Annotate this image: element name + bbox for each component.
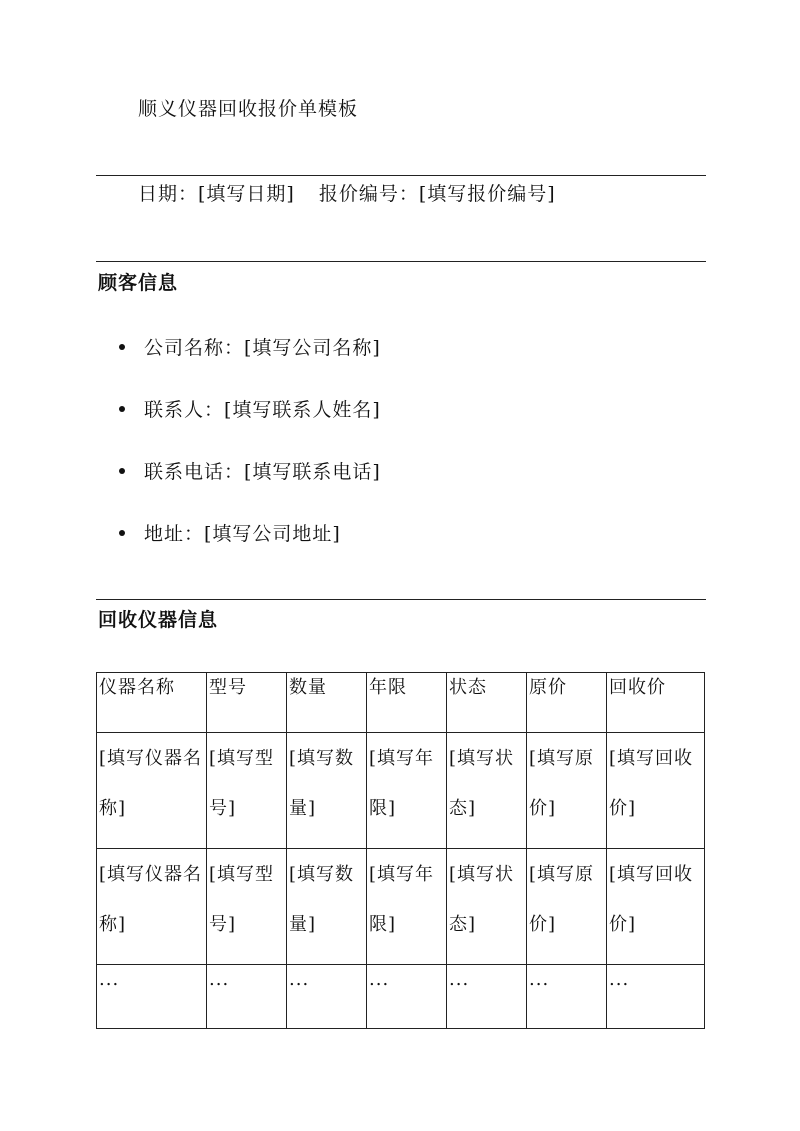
table-cell: [填写仪器名称] [97,849,207,965]
table-cell: [填写年限] [367,733,447,849]
table-cell: ... [207,965,287,1029]
table-cell: [填写原价] [527,849,607,965]
table-cell: [填写回收价] [607,733,705,849]
customer-contact-item [119,397,381,423]
column-header-years: 年限 [367,673,447,733]
instruments-table [96,672,705,1029]
customer-heading: 顾客信息 [98,272,179,294]
column-header-recycle-price: 回收价 [607,673,705,733]
divider-customer [96,261,706,262]
table-cell: ... [97,965,207,1029]
table-row [97,733,705,849]
table-cell: ... [447,965,527,1029]
column-header-quantity: 数量 [287,673,367,733]
table-cell: [填写仪器名称] [97,733,207,849]
customer-phone-text: 联系电话：[填写联系电话] [144,461,381,483]
date-field: 日期：[填写日期] [138,183,295,205]
instruments-heading: 回收仪器信息 [98,609,219,631]
table-row [97,849,705,965]
customer-contact-text: 联系人：[填写联系人姓名] [144,399,381,421]
table-cell: [填写数量] [287,733,367,849]
table-cell: [填写型号] [207,733,287,849]
table-cell: ... [287,965,367,1029]
customer-phone-item [119,459,381,485]
column-header-original-price: 原价 [527,673,607,733]
table-cell: ... [367,965,447,1029]
divider-top [96,175,706,176]
quote-number-field: 报价编号：[填写报价编号] [318,183,556,205]
document-title: 顺义仪器回收报价单模板 [138,98,359,120]
bullet-dot-icon [119,468,125,474]
customer-address-item [119,521,341,547]
table-cell: [填写数量] [287,849,367,965]
table-cell: ... [607,965,705,1029]
customer-company-item [119,335,381,361]
table-cell: [填写原价] [527,733,607,849]
table-cell: [填写年限] [367,849,447,965]
table-cell: [填写型号] [207,849,287,965]
column-header-name: 仪器名称 [97,673,207,733]
table-row [97,965,705,1029]
table-cell: [填写状态] [447,849,527,965]
customer-address-text: 地址：[填写公司地址] [144,523,341,545]
bullet-dot-icon [119,406,125,412]
column-header-model: 型号 [207,673,287,733]
table-cell: [填写回收价] [607,849,705,965]
customer-company-text: 公司名称：[填写公司名称] [144,337,381,359]
table-cell: [填写状态] [447,733,527,849]
column-header-status: 状态 [447,673,527,733]
bullet-dot-icon [119,344,125,350]
divider-instruments [96,599,706,600]
meta-line [138,181,556,207]
bullet-dot-icon [119,530,125,536]
table-cell: ... [527,965,607,1029]
table-header-row [97,673,705,733]
